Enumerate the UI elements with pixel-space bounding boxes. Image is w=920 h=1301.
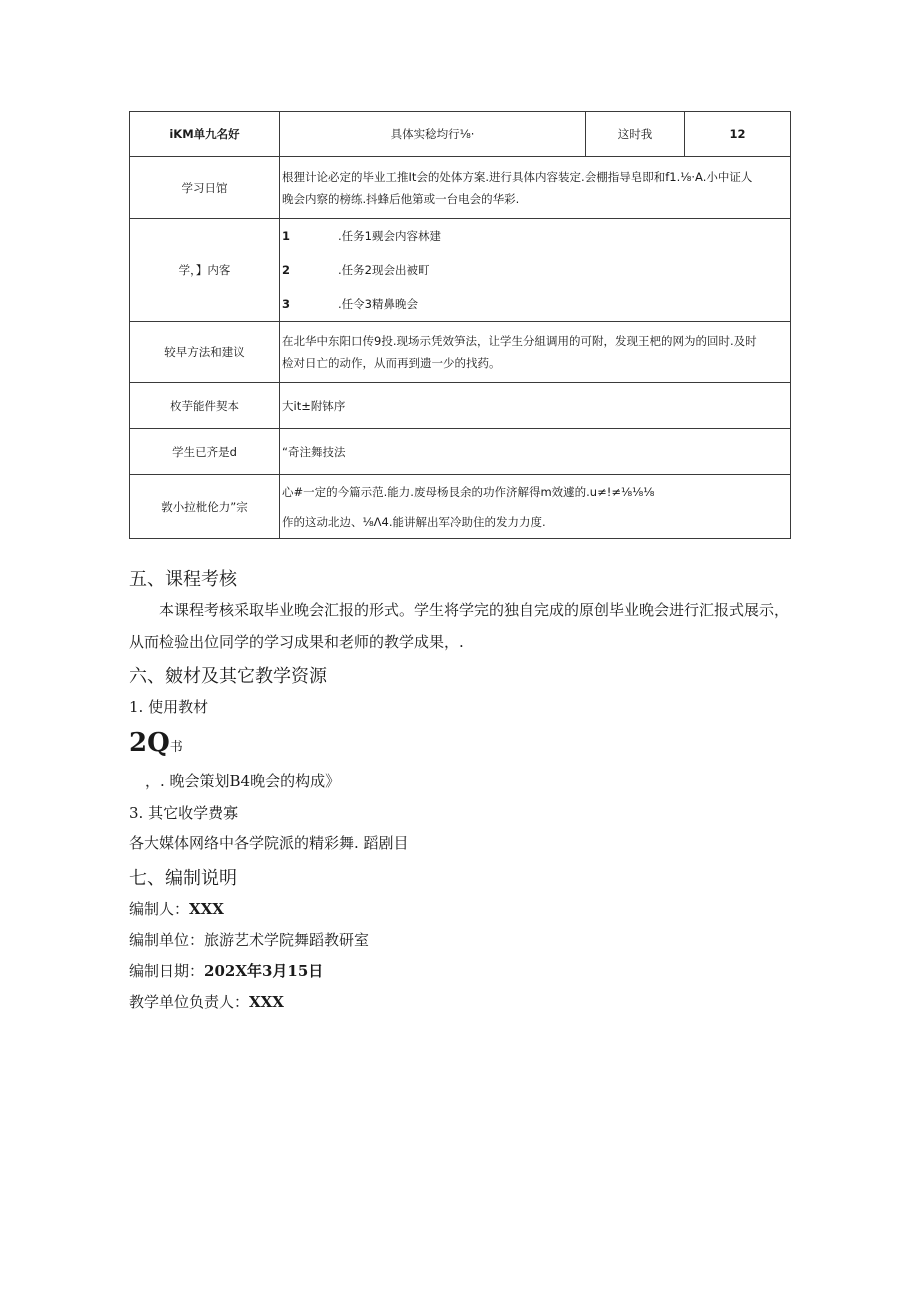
table-row (130, 475, 791, 539)
unit-line (129, 929, 369, 950)
editor-line (129, 898, 224, 919)
row-content-prerequisites: “奇注舞技法 (280, 429, 791, 475)
methods-line-1: 在北华中东阳口传9投.现场示凭效笋法，让学生分組调用的可附，发现王杷的网为的回时.及时 (282, 334, 757, 348)
task-number: 1 (282, 229, 291, 243)
task-item (282, 253, 786, 287)
header-hours-label: 这时我 (586, 112, 685, 157)
task-text: .任务1觋会内容林建 (338, 229, 441, 243)
header-unit-name: iKM单九名好 (130, 112, 280, 157)
row-label-goals: 学习日馆 (130, 157, 280, 219)
reference-label: 书 (169, 740, 183, 755)
row-content-methods (280, 322, 791, 383)
head-label: 教学单位负责人： (129, 993, 250, 1011)
section-6-title: 六、皴材及其它教学资源 (129, 666, 327, 687)
editor-value: XXX (189, 900, 224, 918)
section-5-paragraph: 本课程考核采取毕业晚会汇报的形式。学生将学完的独自完成的原创毕业晚会进行汇报式展示，从而检验出位同学的学习成果和老师的教学成果，. (129, 601, 790, 651)
header-hours-value: 12 (685, 112, 791, 157)
unit-value: 旅游艺术学院舞蹈教研室 (204, 931, 370, 949)
reference-item (129, 728, 183, 758)
table-header-row (130, 112, 791, 157)
head-value: XXX (249, 993, 284, 1011)
table-row (130, 429, 791, 475)
other-resources-item: 3. 其它收学费寡 (129, 804, 239, 822)
row-content-abilities (280, 475, 791, 539)
row-label-prerequisites: 学生已齐是d (130, 429, 280, 475)
row-label-methods: 较早方法和建议 (130, 322, 280, 383)
table-row (130, 322, 791, 383)
row-label-abilities: 敦小拉枇伦力”宗 (130, 475, 280, 539)
abilities-line-2: 作的这动北边、⅛Λ4.能讲解出军冷助住的发力力度. (282, 514, 546, 529)
table-row (130, 219, 791, 322)
date-label: 编制日期： (129, 962, 205, 980)
textbook-item: 1. 使用教材 (129, 698, 209, 716)
reference-book: ，. 晚会策划B4晚会的构成》 (145, 772, 341, 790)
task-number: 3 (282, 297, 291, 311)
abilities-line-1: 心#一定的今篇示范.能力.废母杨艮余的功作济解得m效遽的.u≠!≠⅛⅛⅛ (282, 484, 655, 499)
head-line (129, 991, 284, 1012)
table-row (130, 157, 791, 219)
row-content-goals (280, 157, 791, 219)
reference-number: 2Q (129, 728, 170, 758)
task-item (282, 287, 786, 321)
other-resources-text: 各大媒体网络中各学院派的精彩舞. 蹈剧目 (129, 834, 409, 852)
task-text: .任令3精鼻晚会 (338, 297, 418, 311)
header-unit-content: 具体实稔均行⅛· (280, 112, 586, 157)
date-value: 202X年3月15日 (204, 962, 324, 980)
task-number: 2 (282, 263, 291, 277)
row-label-content: 学，】内客 (130, 219, 280, 322)
date-line (129, 960, 323, 981)
editor-label: 编制人： (129, 900, 190, 918)
task-item (282, 219, 786, 253)
goals-line-2: 晚会内察的榜练.抖蜂后他第或一台电会的华彩. (282, 191, 520, 206)
section-5-title: 五、课程考核 (129, 569, 237, 590)
task-text: .任务2现会出被町 (338, 263, 430, 277)
row-label-materials: 枚芋能件契本 (130, 383, 280, 429)
table-row (130, 383, 791, 429)
unit-label: 编制单位： (129, 931, 205, 949)
row-content-materials: 大it±附钵序 (280, 383, 791, 429)
course-info-table (129, 111, 791, 539)
row-content-tasks (280, 219, 791, 322)
goals-line-1: 根狸计论必定的毕业工推It会的处体方案.进行具体内容装定.会棚指导皂即和f1.⅛·A.小中证人 (282, 169, 753, 184)
section-7-title: 七、编制说明 (129, 868, 237, 889)
methods-line-2: 检对日亡的动作，从而再到遗一少的找药。 (282, 356, 501, 370)
